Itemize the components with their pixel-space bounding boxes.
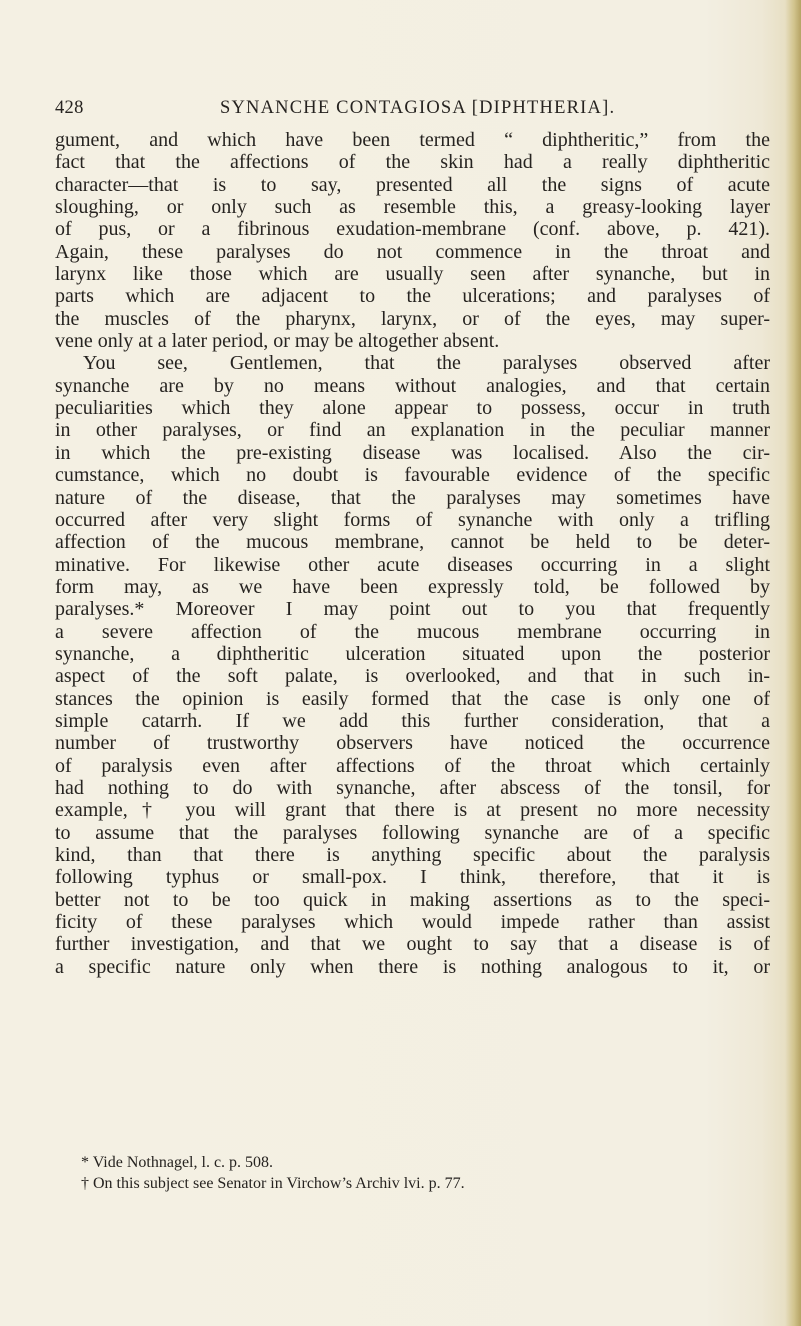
text-line: a specific nature only when there is nothing analogous to it, or — [55, 955, 770, 978]
text-line: synanche are by no means without analogies, and that certain — [55, 374, 770, 397]
page-edge-shadow — [785, 0, 801, 1326]
text-line: gument, and which have been termed “ diphtheritic,” from the — [55, 129, 770, 151]
text-line: stances the opinion is easily formed that the case is only one of — [55, 687, 770, 710]
text-line: to assume that the paralyses following synanche are of a specific — [55, 821, 770, 844]
text-line: had nothing to do with synanche, after abscess of the tonsil, for — [55, 776, 770, 799]
text-line: peculiarities which they alone appear to possess, occur in truth — [55, 397, 770, 420]
text-line: affection of the mucous membrane, cannot be held to be deter- — [55, 531, 770, 554]
text-line: simple catarrh. If we add this further consideration, that a — [55, 709, 770, 732]
text-line: nature of the disease, that the paralyses may sometimes have — [55, 486, 770, 509]
text-line: parts which are adjacent to the ulcerations; and paralyses of — [55, 285, 770, 308]
text-line: occurred after very slight forms of synanche with only a trifling — [55, 508, 770, 531]
text-line: paralyses.* Moreover I may point out to you that frequently — [55, 598, 770, 621]
text-line: cumstance, which no doubt is favourable evidence of the specific — [55, 464, 770, 487]
footnote: * Vide Nothnagel, l. c. p. 508. — [81, 1154, 274, 1171]
text-line: synanche, a diphtheritic ulceration situated upon the posterior — [55, 642, 770, 665]
text-line: of paralysis even after affections of the throat which certainly — [55, 754, 770, 777]
text-line: better not to be too quick in making assertions as to the speci- — [55, 888, 770, 911]
text-line: aspect of the soft palate, is overlooked, and that in such in- — [55, 665, 770, 688]
text-line: of pus, or a fibrinous exudation-membrane (conf. above, p. 421). — [55, 218, 770, 241]
text-line: larynx like those which are usually seen after synanche, but in — [55, 263, 770, 286]
text-line: sloughing, or only such as resemble this, a greasy-looking layer — [55, 196, 770, 219]
text-line: character—that is to say, presented all the signs of acute — [55, 173, 770, 196]
text-line: the muscles of the pharynx, larynx, or of the eyes, may super- — [55, 307, 770, 330]
running-header — [55, 98, 770, 124]
footnote: † On this subject see Senator in Virchow’s Archiv lvi. p. 77. — [81, 1175, 465, 1192]
text-line: following typhus or small-pox. I think, therefore, that it is — [55, 866, 770, 889]
text-line: further investigation, and that we ought to say that a disease is of — [55, 933, 770, 956]
text-line: ficity of these paralyses which would impede rather than assist — [55, 911, 770, 934]
page-number: 428 — [55, 98, 84, 118]
footnotes — [55, 1152, 770, 1194]
text-line: fact that the affections of the skin had a really diphtheritic — [55, 151, 770, 174]
text-line: in which the pre-existing disease was localised. Also the cir- — [55, 441, 770, 464]
text-line: vene only at a later period, or may be altogether absent. — [55, 330, 500, 353]
text-line: Again, these paralyses do not commence in the throat and — [55, 240, 770, 263]
text-line: example,† you will grant that there is at present no more necessity — [55, 799, 770, 822]
text-line: a severe affection of the mucous membrane occurring in — [55, 620, 770, 643]
body-text — [55, 129, 770, 978]
text-line: form may, as we have been expressly told, be followed by — [55, 575, 770, 598]
text-line: kind, than that there is anything specific about the paralysis — [55, 844, 770, 866]
text-line: You see, Gentlemen, that the paralyses observed after — [83, 352, 770, 375]
text-line: minative. For likewise other acute diseases occurring in a slight — [55, 553, 770, 576]
text-line: in other paralyses, or find an explanation in the peculiar manner — [55, 419, 770, 442]
running-title: SYNANCHE CONTAGIOSA [DIPHTHERIA]. — [220, 98, 616, 118]
text-line: number of trustworthy observers have noticed the occurrence — [55, 732, 770, 755]
